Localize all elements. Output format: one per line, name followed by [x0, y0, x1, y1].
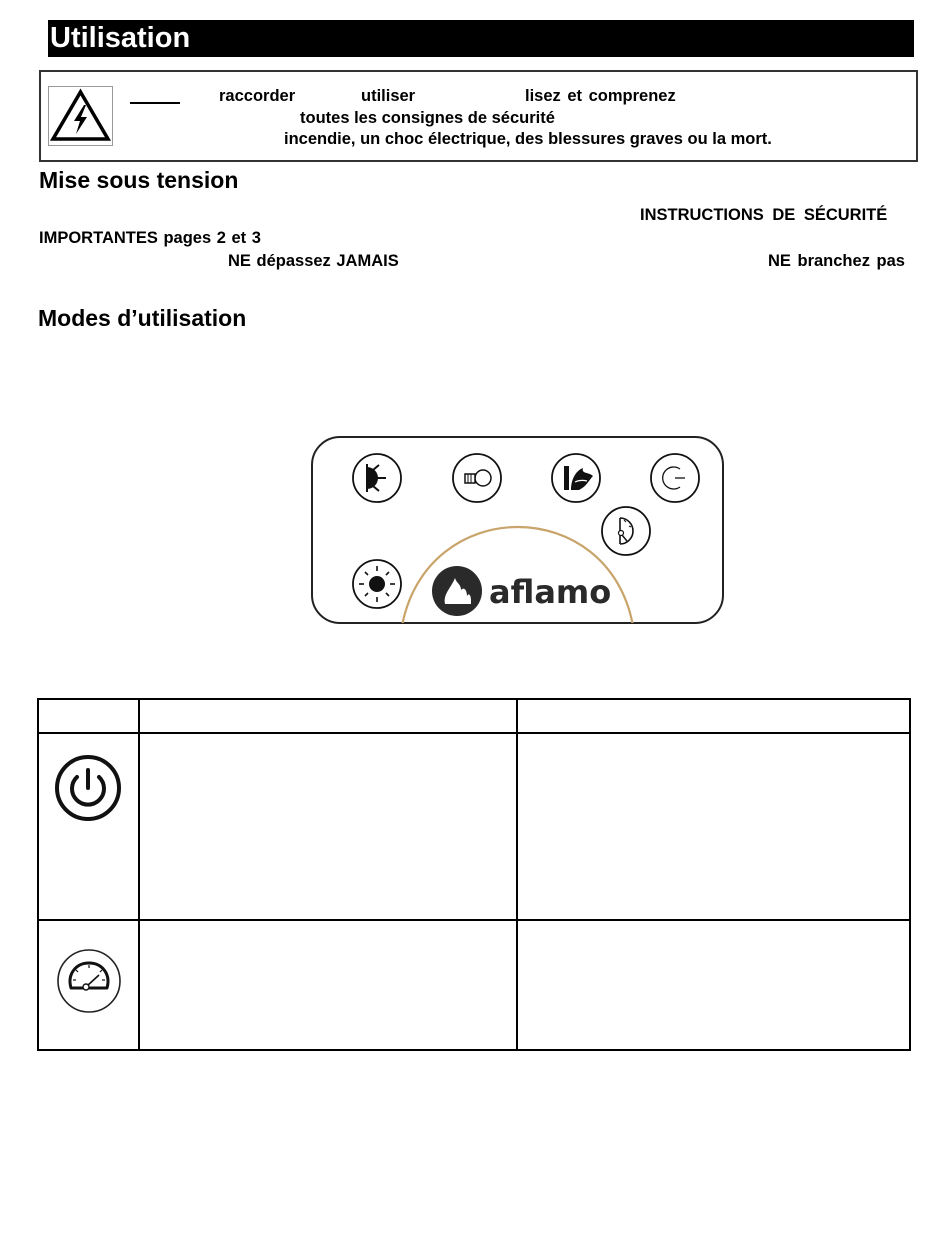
warning-blank-underline	[130, 102, 180, 104]
brightness-icon[interactable]	[353, 454, 401, 502]
high-voltage-warning-icon	[49, 87, 112, 145]
section-heading-modes: Modes d’utilisation	[38, 305, 247, 331]
table-border-bottom	[37, 1049, 911, 1051]
timer-icon[interactable]	[602, 507, 650, 555]
table-header-divider	[37, 732, 911, 734]
table-row-divider	[37, 919, 911, 921]
section-heading-power: Mise sous tension	[39, 167, 239, 193]
warning-word-utiliser: utiliser	[361, 87, 416, 105]
flame-color-icon[interactable]	[552, 454, 600, 502]
aflamo-brand-text: aflamo	[489, 573, 612, 611]
warning-word-lisez: lisez et comprenez	[525, 87, 676, 105]
warning-risques: incendie, un choc électrique, des blessures graves ou la mort.	[284, 130, 772, 148]
do-not-plug: NE branchez pas	[768, 252, 905, 270]
control-panel	[309, 434, 729, 630]
table-border-top	[37, 698, 911, 700]
table-border-right	[909, 698, 911, 1051]
page-title: Utilisation	[50, 22, 191, 54]
power-icon[interactable]	[651, 454, 699, 502]
flame-speed-icon[interactable]	[453, 454, 501, 502]
warning-icon-frame	[48, 86, 113, 146]
table-col-divider-1	[138, 698, 140, 1051]
never-exceed: NE dépassez JAMAIS	[228, 252, 399, 270]
modes-table	[37, 698, 911, 1051]
dimmer-icon[interactable]	[353, 560, 401, 608]
important-pages: IMPORTANTES pages 2 et 3	[39, 229, 261, 247]
warning-word-raccorder: raccorder	[219, 87, 296, 105]
speedometer-icon	[54, 948, 124, 1014]
instructions-label: INSTRUCTIONS DE SÉCURITÉ	[640, 206, 888, 224]
table-border-left	[37, 698, 39, 1051]
warning-consignes: toutes les consignes de sécurité	[300, 109, 555, 127]
power-button-icon	[53, 753, 123, 823]
aflamo-logo-icon	[432, 566, 482, 616]
table-row	[54, 948, 124, 1019]
table-col-divider-2	[516, 698, 518, 1051]
table-row	[53, 753, 123, 828]
